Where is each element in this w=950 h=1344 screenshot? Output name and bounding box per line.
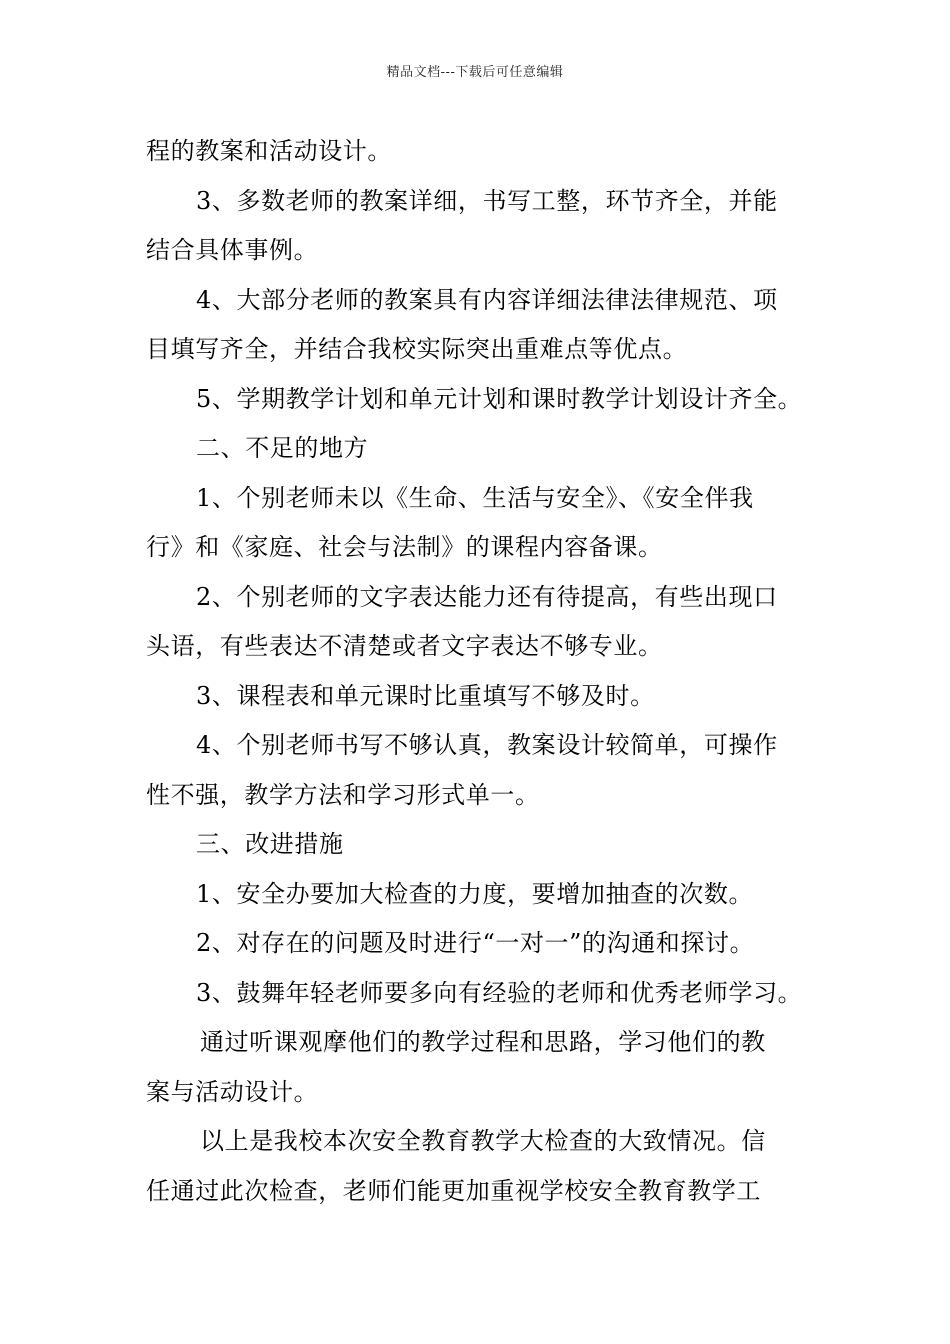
paragraph-line: 3、鼓舞年轻老师要多向有经验的老师和优秀老师学习。 <box>196 978 803 1007</box>
paragraph-line: 目填写齐全，并结合我校实际突出重难点等优点。 <box>146 335 688 363</box>
paragraph-line: 性不强，教学方法和学习形式单一。 <box>146 780 540 809</box>
paragraph-line: 1、个别老师未以《生命、生活与安全》、《安全伴我 <box>196 483 754 512</box>
paragraph-line: 通过听课观摩他们的教学过程和思路，学习他们的教 <box>200 1028 766 1056</box>
document-body <box>146 127 810 1216</box>
paragraph-line: 2、个别老师的文字表达能力还有待提高，有些出现口 <box>196 582 778 611</box>
paragraph-line: 3、多数老师的教案详细，书写工整，环节齐全，并能 <box>196 186 778 215</box>
paragraph-line: 以上是我校本次安全教育教学大检查的大致情况。信 <box>200 1127 766 1155</box>
paragraph-line: 案与活动设计。 <box>146 1077 319 1106</box>
paragraph-line: 4、大部分老师的教案具有内容详细法律法律规范、项 <box>196 285 778 314</box>
page-header: 精品文档---下载后可任意编辑 <box>386 65 564 80</box>
section-heading: 三、改进措施 <box>196 830 344 858</box>
paragraph-line: 程的教案和活动设计。 <box>146 137 392 165</box>
section-heading: 二、不足的地方 <box>196 434 369 462</box>
paragraph-line: 行》和《家庭、社会与法制》的课程内容备课。 <box>146 533 663 561</box>
paragraph-line: 2、对存在的问题及时进行“一对一”的沟通和探讨。 <box>196 929 755 957</box>
paragraph-line: 5、学期教学计划和单元计划和课时教学计划设计齐全。 <box>196 384 803 413</box>
paragraph-line: 结合具体事例。 <box>146 236 319 264</box>
paragraph-line: 任通过此次检查，老师们能更加重视学校安全教育教学工 <box>146 1176 761 1205</box>
paragraph-line: 1、安全办要加大检查的力度，要增加抽查的次数。 <box>196 879 754 908</box>
paragraph-line: 4、个别老师书写不够认真，教案设计较简单，可操作 <box>196 731 778 759</box>
paragraph-line: 3、课程表和单元课时比重填写不够及时。 <box>196 681 655 710</box>
paragraph-line: 头语，有些表达不清楚或者文字表达不够专业。 <box>146 632 663 660</box>
